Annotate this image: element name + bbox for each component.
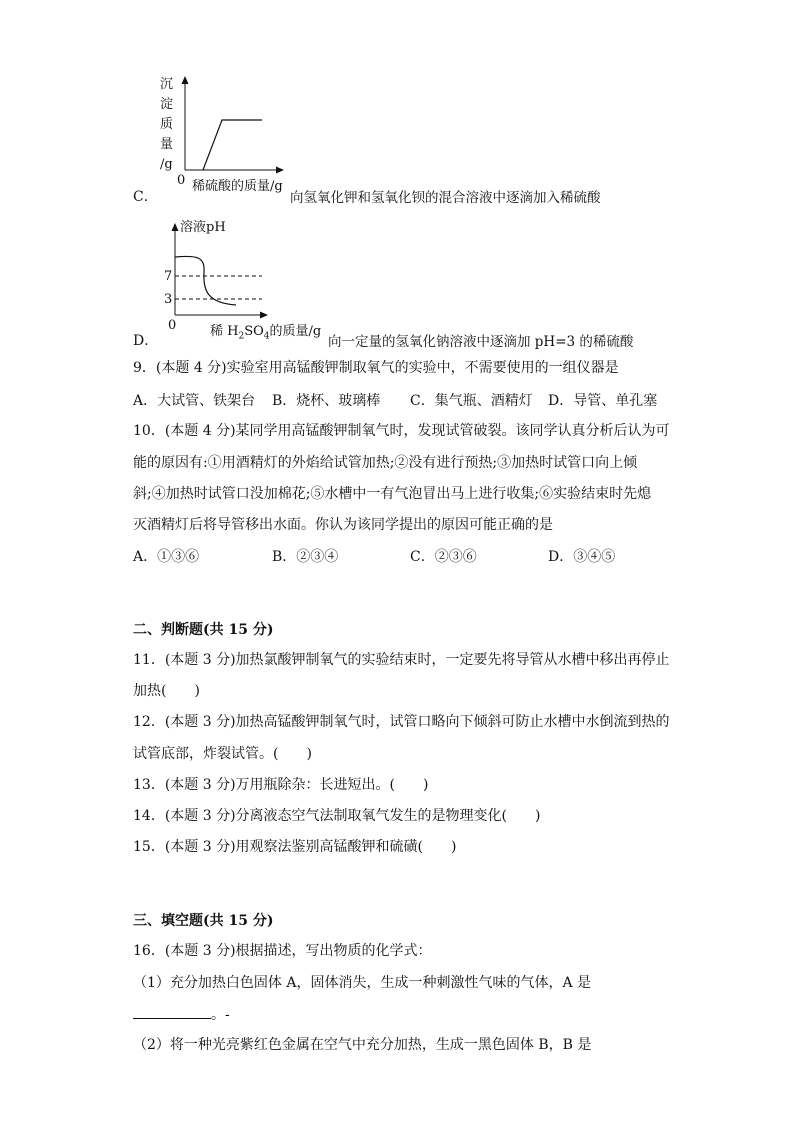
q10-line-1: 10．(本题 4 分)某同学用高锰酸钾制氧气时，发现试管破裂。该同学认真分析后认为可 — [133, 423, 670, 439]
q10-option-d: D．③④⑤ — [548, 549, 616, 565]
chart-c-x-arrow — [276, 167, 284, 174]
q10-option-b: B．②③④ — [272, 549, 339, 565]
q15-line: 15．(本题 3 分)用观察法鉴别高锰酸钾和硫磺( ) — [133, 839, 457, 855]
q9-option-b: B．烧杯、玻璃棒 — [272, 393, 381, 409]
q10-line-2: 能的原因有:①用酒精灯的外焰给试管加热;②没有进行预热;③加热时试管口向上倾 — [133, 455, 638, 471]
chart-d-xlabel-sub2: 4 — [263, 331, 270, 342]
q10-option-c: C．②③⑥ — [410, 549, 477, 565]
chart-d-xlabel — [210, 320, 321, 342]
q10-line-3: 斜;④加热时试管口没加棉花;⑤水槽中一有气泡冒出马上进行收集;⑥实验结束时先熄 — [133, 486, 652, 502]
q12-line-1: 12．(本题 3 分)加热高锰酸钾制氧气时，试管口略向下倾斜可防止水槽中水倒流到热的 — [133, 714, 670, 730]
q9-option-c: C．集气瓶、酒精灯 — [410, 393, 533, 409]
q10-option-a: A．①③⑥ — [133, 549, 200, 565]
chart-d-tick-3: 3 — [164, 292, 173, 307]
q16-part-1: （1）充分加热白色固体 A，固体消失，生成一种刺激性气味的气体，A 是 — [133, 975, 592, 991]
section-2-title: 二、判断题(共 15 分) — [133, 622, 274, 638]
q13-line: 13．(本题 3 分)万用瓶除杂：长进短出。( ) — [133, 777, 429, 793]
section-3-title: 三、填空题(共 15 分) — [133, 913, 274, 929]
chart-d-x-arrow — [260, 312, 268, 319]
chart-d-xlabel-mid: SO — [244, 324, 264, 339]
chart-c-option-label: C． — [133, 189, 158, 205]
chart-c-ylabel-4: 量 — [160, 137, 174, 152]
chart-d-xlabel-suffix: 的质量/g — [269, 324, 322, 339]
q16-part-2: （2）将一种光亮紫红色金属在空气中充分加热，生成一黑色固体 B，B 是 — [133, 1037, 592, 1053]
q14-line: 14．(本题 3 分)分离液态空气法制取氧气发生的是物理变化( ) — [133, 808, 541, 824]
chart-c-ylabel-3: 质 — [160, 117, 174, 132]
q10-line-4: 灭酒精灯后将导管移出水面。你认为该同学提出的原因可能正确的是 — [133, 517, 553, 533]
answer-blank[interactable] — [133, 1004, 211, 1019]
chart-d-curve — [175, 256, 236, 305]
q9-stem: 9．(本题 4 分)实验室用高锰酸钾制取氧气的实验中，不需要使用的一组仪器是 — [133, 360, 619, 376]
q12-line-2: 试管底部，炸裂试管。( ) — [133, 746, 312, 762]
chart-c-ylabel-5: /g — [160, 157, 173, 172]
chart-c-origin: 0 — [177, 173, 186, 188]
q9-option-d: D．导管、单孔塞 — [548, 393, 658, 409]
chart-d-y-arrow — [172, 223, 179, 231]
chart-c-ylabel-2: 淀 — [160, 97, 174, 112]
chart-c-xlabel: 稀硫酸的质量/g — [192, 179, 283, 194]
chart-d-xlabel-prefix: 稀 H — [210, 324, 239, 339]
chart-c-ylabel-1: 沉 — [160, 77, 174, 92]
chart-c-curve — [203, 120, 262, 170]
chart-d-origin: 0 — [168, 318, 177, 333]
q16-stem: 16．(本题 3 分)根据描述，写出物质的化学式： — [133, 943, 432, 959]
chart-d-option-label: D． — [133, 333, 159, 349]
q9-option-a: A．大试管、铁架台 — [133, 393, 256, 409]
q11-line-1: 11．(本题 3 分)加热氯酸钾制氧气的实验结束时，一定要先将导管从水槽中移出再停止 — [133, 652, 670, 668]
q16-part-1-answer — [133, 1004, 230, 1025]
chart-c-y-arrow — [182, 76, 189, 84]
chart-c-caption: 向氢氧化钾和氢氧化钡的混合溶液中逐滴加入稀硫酸 — [290, 190, 601, 206]
chart-d-xlabel-sub1: 2 — [238, 331, 245, 342]
chart-d-ylabel: 溶液pH — [180, 220, 226, 235]
q16-part-1-tail: 。- — [211, 1007, 230, 1023]
chart-d-tick-7: 7 — [164, 269, 173, 284]
chart-d-caption: 向一定量的氢氧化钠溶液中逐滴加 pH=3 的稀硫酸 — [328, 334, 634, 350]
q11-line-2: 加热( ) — [133, 683, 200, 699]
